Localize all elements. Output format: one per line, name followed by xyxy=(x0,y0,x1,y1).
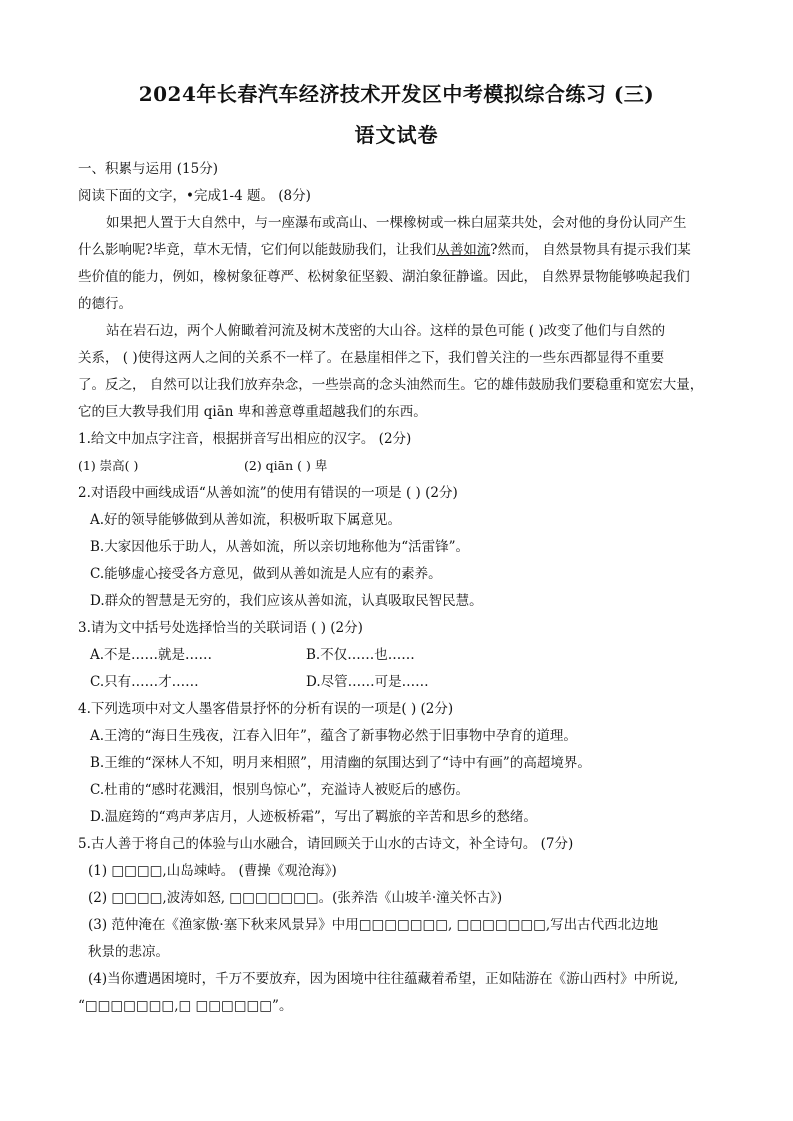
fill-blank-item: 秋景的悲凉。 xyxy=(88,944,169,960)
question-item: (2) qiān ( ) 卑 xyxy=(244,458,328,473)
page-title: 2024年长春汽车经济技术开发区中考模拟综合练习 (三) xyxy=(138,82,655,106)
question-stem: 3.请为文中括号处选择恰当的关联词语 ( ) (2分) xyxy=(78,620,363,636)
option-d: D.尽管……可是…… xyxy=(306,674,429,690)
option-b: B.不仅……也…… xyxy=(306,647,415,663)
fill-blank-item: (2) □□□□,波涛如怒, □□□□□□□。(张养浩《山坡羊·潼关怀古》) xyxy=(88,890,503,906)
question-stem: 1.给文中加点字注音，根据拼音写出相应的汉字。 (2分) xyxy=(78,431,412,447)
fill-blank-item: “□□□□□□□,□ □□□□□□”。 xyxy=(78,998,293,1014)
option-d: D.群众的智慧是无穷的，我们应该从善如流，认真吸取民智民慧。 xyxy=(90,593,483,609)
question-stem: 4.下列选项中对文人墨客借景抒怀的分析有误的一项是( ) (2分) xyxy=(78,701,454,717)
passage-line: 关系， ( )使得这两人之间的关系不一样了。在悬崖相伴之下，我们曾关注的一些东西都显得不重要 xyxy=(78,350,665,366)
passage-line: 些价值的能力，例如，橡树象征尊严、松树象征坚毅、湖泊象征静谧。因此， 自然界景物能够唤起我们 xyxy=(78,269,690,285)
option-a: A.不是……就是…… xyxy=(90,647,213,663)
passage-line: 如果把人置于大自然中，与一座瀑布或高山、一棵橡树或一株白屈菜共处，会对他的身份认同产生 xyxy=(106,215,687,231)
passage-line: 了。反之， 自然可以让我们放弃杂念，一些崇高的念头油然而生。它的雄伟鼓励我们要稳重和宽宏大量， xyxy=(78,377,704,393)
passage-line xyxy=(78,241,691,259)
underlined-idiom: 从善如流 xyxy=(436,242,491,258)
fill-blank-item: (3) 范仲淹在《渔家傲·塞下秋来风景异》中用□□□□□□□, □□□□□□□,写出古代西北边地 xyxy=(88,917,659,933)
option-c: C.只有……才…… xyxy=(90,674,199,690)
passage-text: ?然而， 自然景物具有提示我们某 xyxy=(490,242,691,258)
question-stem: 2.对语段中画线成语“从善如流”的使用有错误的一项是 ( ) (2分) xyxy=(78,485,458,501)
question-stem: 5.古人善于将自己的体验与山水融合，请回顾关于山水的古诗文，补全诗句。 (7分) xyxy=(78,836,574,852)
option-c: C.杜甫的“感时花溅泪，恨别鸟惊心”，充溢诗人被贬后的感伤。 xyxy=(90,782,469,798)
passage-line: 站在岩石边，两个人俯瞰着河流及树木茂密的大山谷。这样的景色可能 ( )改变了他们与自然的 xyxy=(106,323,666,339)
reading-instruction: 阅读下面的文字，•完成1-4 题。 (8分) xyxy=(78,188,311,204)
option-d: D.温庭筠的“鸡声茅店月，人迹板桥霜”，写出了羁旅的辛苦和思乡的愁绪。 xyxy=(90,809,537,825)
fill-blank-item: (1) □□□□,山岛竦峙。 (曹操《观沧海》) xyxy=(88,863,337,879)
page-subtitle: 语文试卷 xyxy=(354,123,439,147)
question-item: (1) 崇高( ) xyxy=(78,458,139,473)
option-b: B.大家因他乐于助人，从善如流，所以亲切地称他为“活雷锋”。 xyxy=(90,539,470,555)
passage-line: 的德行。 xyxy=(78,296,132,312)
option-b: B.王维的“深林人不知，明月来相照”，用清幽的氛围达到了“诗中有画”的高超境界。 xyxy=(90,755,591,771)
passage-line: 它的巨大教导我们用 qiān 卑和善意尊重超越我们的东西。 xyxy=(78,404,427,420)
option-c: C.能够虚心接受各方意见，做到从善如流是人应有的素养。 xyxy=(90,566,442,582)
passage-text: 什么影响呢?毕竟，草木无情，它们何以能鼓励我们，让我们 xyxy=(78,242,437,258)
option-a: A.王湾的“海日生残夜，江春入旧年”，蕴含了新事物必然于旧事物中孕育的道理。 xyxy=(90,728,577,744)
option-a: A.好的领导能够做到从善如流，积极听取下属意见。 xyxy=(90,512,402,528)
section-heading: 一、积累与运用 (15分) xyxy=(78,161,219,177)
fill-blank-item: (4)当你遭遇困境时，千万不要放弃，因为困境中往往蕴藏着希望，正如陆游在《游山西村》中所说, xyxy=(88,971,679,987)
